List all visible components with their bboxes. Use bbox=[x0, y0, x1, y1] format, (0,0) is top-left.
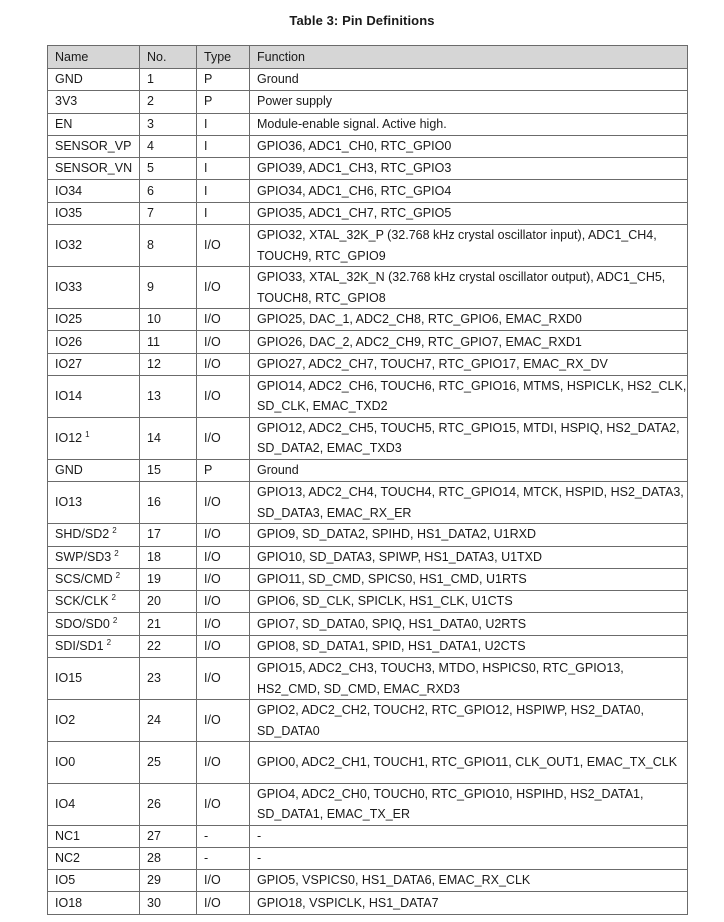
table-row bbox=[48, 267, 688, 309]
table-row bbox=[48, 870, 688, 892]
pin-number: 4 bbox=[140, 135, 197, 157]
table-row bbox=[48, 459, 688, 481]
pin-name: SCK/CLK bbox=[55, 594, 109, 609]
pin-type: I/O bbox=[197, 870, 250, 892]
pin-function: GPIO27, ADC2_CH7, TOUCH7, RTC_GPIO17, EMAC_RX_DV bbox=[250, 353, 688, 375]
footnote-marker: 2 bbox=[106, 637, 112, 647]
pin-type: I/O bbox=[197, 892, 250, 914]
pin-name-cell bbox=[48, 546, 140, 568]
pin-name: IO15 bbox=[55, 671, 83, 686]
pin-number: 15 bbox=[140, 459, 197, 481]
table-row bbox=[48, 91, 688, 113]
table-row bbox=[48, 524, 688, 546]
pin-number: 26 bbox=[140, 783, 197, 825]
pin-name: SCS/CMD bbox=[55, 572, 113, 586]
pin-number: 14 bbox=[140, 417, 197, 459]
pin-name: IO5 bbox=[55, 873, 76, 888]
pin-number: 5 bbox=[140, 158, 197, 180]
pin-name-cell bbox=[48, 658, 140, 700]
pin-function: GPIO26, DAC_2, ADC2_CH9, RTC_GPIO7, EMAC_RXD1 bbox=[250, 331, 688, 353]
pin-function: GPIO5, VSPICS0, HS1_DATA6, EMAC_RX_CLK bbox=[250, 870, 688, 892]
table-row bbox=[48, 113, 688, 135]
pin-name-cell bbox=[48, 135, 140, 157]
pin-name-cell bbox=[48, 783, 140, 825]
table-row bbox=[48, 180, 688, 202]
pin-name-cell bbox=[48, 892, 140, 914]
table-row bbox=[48, 225, 688, 267]
table-row bbox=[48, 546, 688, 568]
pin-function: GPIO14, ADC2_CH6, TOUCH6, RTC_GPIO16, MTMS, HSPICLK, HS2_CLK, SD_CLK, EMAC_TXD2 bbox=[250, 375, 688, 417]
pin-number: 27 bbox=[140, 825, 197, 847]
pin-number: 20 bbox=[140, 591, 197, 613]
pin-number: 10 bbox=[140, 309, 197, 331]
pin-type: I/O bbox=[197, 375, 250, 417]
pin-name: IO32 bbox=[55, 238, 83, 253]
pin-name: IO14 bbox=[55, 388, 83, 403]
pin-name-cell bbox=[48, 482, 140, 524]
pin-number: 7 bbox=[140, 202, 197, 224]
pin-number: 22 bbox=[140, 635, 197, 657]
pin-type: I/O bbox=[197, 546, 250, 568]
pin-number: 1 bbox=[140, 69, 197, 91]
pin-name-cell bbox=[48, 825, 140, 847]
pin-function: GPIO13, ADC2_CH4, TOUCH4, RTC_GPIO14, MTCK, HSPID, HS2_DATA3, SD_DATA3, EMAC_RX_ER bbox=[250, 482, 688, 524]
pin-name-cell bbox=[48, 847, 140, 869]
pin-type: I bbox=[197, 135, 250, 157]
pin-function: Module-enable signal. Active high. bbox=[250, 113, 688, 135]
pin-name: SDI/SD1 bbox=[55, 638, 104, 653]
table-row bbox=[48, 135, 688, 157]
footnote-marker: 2 bbox=[114, 548, 119, 558]
table-row bbox=[48, 158, 688, 180]
footnote-marker: 1 bbox=[85, 429, 90, 439]
pin-number: 23 bbox=[140, 658, 197, 700]
pin-function: GPIO12, ADC2_CH5, TOUCH5, RTC_GPIO15, MTDI, HSPIQ, HS2_DATA2, SD_DATA2, EMAC_TXD3 bbox=[250, 417, 688, 459]
table-row bbox=[48, 825, 688, 847]
table-header-row bbox=[48, 46, 688, 69]
pin-name-cell bbox=[48, 202, 140, 224]
footnote-marker: 2 bbox=[112, 615, 118, 625]
footnote-marker: 2 bbox=[115, 571, 121, 580]
pin-type: I/O bbox=[197, 309, 250, 331]
pin-type: - bbox=[197, 847, 250, 869]
pin-function: GPIO0, ADC2_CH1, TOUCH1, RTC_GPIO11, CLK_OUT1, EMAC_TX_CLK bbox=[250, 742, 688, 784]
pin-number: 13 bbox=[140, 375, 197, 417]
header-type: Type bbox=[197, 46, 250, 69]
pin-name: IO33 bbox=[55, 280, 83, 295]
table-row bbox=[48, 658, 688, 700]
header-name: Name bbox=[48, 46, 140, 69]
pin-type: I/O bbox=[197, 700, 250, 742]
pin-function: GPIO6, SD_CLK, SPICLK, HS1_CLK, U1CTS bbox=[250, 591, 688, 613]
pin-name: IO26 bbox=[55, 334, 83, 349]
pin-type: I/O bbox=[197, 267, 250, 309]
pin-name-cell bbox=[48, 870, 140, 892]
pin-type: - bbox=[197, 825, 250, 847]
pin-name: IO27 bbox=[55, 356, 83, 371]
pin-type: I/O bbox=[197, 783, 250, 825]
table-row bbox=[48, 482, 688, 524]
pin-number: 9 bbox=[140, 267, 197, 309]
pin-number: 8 bbox=[140, 225, 197, 267]
pin-name: IO25 bbox=[55, 312, 83, 327]
pin-function: GPIO36, ADC1_CH0, RTC_GPIO0 bbox=[250, 135, 688, 157]
pin-name: 3V3 bbox=[55, 94, 78, 109]
pin-name: IO4 bbox=[55, 796, 76, 811]
pin-function: GPIO4, ADC2_CH0, TOUCH0, RTC_GPIO10, HSPIHD, HS2_DATA1, SD_DATA1, EMAC_TX_ER bbox=[250, 783, 688, 825]
pin-name: NC1 bbox=[55, 828, 81, 843]
pin-name: EN bbox=[55, 116, 73, 131]
pin-name: IO18 bbox=[55, 895, 83, 910]
pin-definitions-table bbox=[47, 45, 688, 915]
pin-name-cell bbox=[48, 91, 140, 113]
table-row bbox=[48, 69, 688, 91]
pin-name-cell bbox=[48, 309, 140, 331]
pin-name-cell bbox=[48, 568, 140, 590]
pin-name-cell bbox=[48, 417, 140, 459]
pin-function: - bbox=[250, 825, 688, 847]
pin-name-cell bbox=[48, 613, 140, 635]
pin-name: GND bbox=[55, 72, 83, 87]
pin-function: Ground bbox=[250, 69, 688, 91]
pin-type: I/O bbox=[197, 331, 250, 353]
footnote-marker: 2 bbox=[111, 593, 116, 603]
pin-number: 12 bbox=[140, 353, 197, 375]
pin-type: I/O bbox=[197, 742, 250, 784]
pin-name-cell bbox=[48, 225, 140, 267]
pin-type: I bbox=[197, 113, 250, 135]
pin-name: SENSOR_VN bbox=[55, 161, 133, 176]
pin-type: I/O bbox=[197, 524, 250, 546]
pin-number: 30 bbox=[140, 892, 197, 914]
pin-name: SHD/SD2 bbox=[55, 527, 110, 542]
table-row bbox=[48, 331, 688, 353]
table-row bbox=[48, 309, 688, 331]
table-row bbox=[48, 847, 688, 869]
pin-number: 25 bbox=[140, 742, 197, 784]
pin-function: GPIO18, VSPICLK, HS1_DATA7 bbox=[250, 892, 688, 914]
pin-function: GPIO33, XTAL_32K_N (32.768 kHz crystal oscillator output), ADC1_CH5, TOUCH8, RTC_GPIO8 bbox=[250, 267, 688, 309]
table-row bbox=[48, 417, 688, 459]
pin-type: I/O bbox=[197, 353, 250, 375]
pin-number: 29 bbox=[140, 870, 197, 892]
pin-name-cell bbox=[48, 113, 140, 135]
table-body bbox=[48, 69, 688, 915]
pin-name-cell bbox=[48, 591, 140, 613]
table-row bbox=[48, 202, 688, 224]
pin-function: GPIO39, ADC1_CH3, RTC_GPIO3 bbox=[250, 158, 688, 180]
pin-function: GPIO7, SD_DATA0, SPIQ, HS1_DATA0, U2RTS bbox=[250, 613, 688, 635]
pin-type: P bbox=[197, 459, 250, 481]
pin-name: IO34 bbox=[55, 183, 83, 198]
pin-function: GPIO10, SD_DATA3, SPIWP, HS1_DATA3, U1TXD bbox=[250, 546, 688, 568]
table-row bbox=[48, 635, 688, 657]
pin-function: Power supply bbox=[250, 91, 688, 113]
pin-name-cell bbox=[48, 353, 140, 375]
pin-type: I/O bbox=[197, 568, 250, 590]
pin-number: 24 bbox=[140, 700, 197, 742]
pin-number: 28 bbox=[140, 847, 197, 869]
pin-type: I/O bbox=[197, 591, 250, 613]
footnote-marker: 2 bbox=[112, 526, 117, 536]
pin-function: Ground bbox=[250, 459, 688, 481]
pin-function: - bbox=[250, 847, 688, 869]
pin-function: GPIO9, SD_DATA2, SPIHD, HS1_DATA2, U1RXD bbox=[250, 524, 688, 546]
pin-type: P bbox=[197, 91, 250, 113]
pin-name: SDO/SD0 bbox=[55, 616, 110, 631]
table-row bbox=[48, 353, 688, 375]
pin-name-cell bbox=[48, 524, 140, 546]
pin-function: GPIO25, DAC_1, ADC2_CH8, RTC_GPIO6, EMAC_RXD0 bbox=[250, 309, 688, 331]
pin-type: I/O bbox=[197, 225, 250, 267]
pin-name-cell bbox=[48, 69, 140, 91]
pin-number: 21 bbox=[140, 613, 197, 635]
pin-name: SENSOR_VP bbox=[55, 139, 132, 154]
table-row bbox=[48, 568, 688, 590]
pin-name: IO13 bbox=[55, 495, 83, 510]
pin-type: I/O bbox=[197, 417, 250, 459]
table-row bbox=[48, 742, 688, 784]
pin-function: GPIO35, ADC1_CH7, RTC_GPIO5 bbox=[250, 202, 688, 224]
pin-name-cell bbox=[48, 375, 140, 417]
pin-name: IO35 bbox=[55, 205, 83, 220]
pin-function: GPIO32, XTAL_32K_P (32.768 kHz crystal oscillator input), ADC1_CH4, TOUCH9, RTC_GPIO9 bbox=[250, 225, 688, 267]
table-row bbox=[48, 375, 688, 417]
pin-function: GPIO8, SD_DATA1, SPID, HS1_DATA1, U2CTS bbox=[250, 635, 688, 657]
pin-type: P bbox=[197, 69, 250, 91]
pin-name-cell bbox=[48, 459, 140, 481]
pin-type: I bbox=[197, 158, 250, 180]
pin-number: 2 bbox=[140, 91, 197, 113]
table-row bbox=[48, 700, 688, 742]
header-no: No. bbox=[140, 46, 197, 69]
pin-name: GND bbox=[55, 463, 83, 478]
table-row bbox=[48, 591, 688, 613]
pin-name: NC2 bbox=[55, 850, 81, 865]
table-caption: Table 3: Pin Definitions bbox=[289, 13, 435, 28]
pin-type: I/O bbox=[197, 482, 250, 524]
pin-type: I/O bbox=[197, 658, 250, 700]
pin-name: IO2 bbox=[55, 713, 76, 728]
pin-number: 6 bbox=[140, 180, 197, 202]
pin-number: 19 bbox=[140, 568, 197, 590]
pin-name: IO0 bbox=[55, 754, 76, 769]
pin-name-cell bbox=[48, 180, 140, 202]
pin-name-cell bbox=[48, 267, 140, 309]
header-function: Function bbox=[250, 46, 688, 69]
pin-number: 18 bbox=[140, 546, 197, 568]
pin-number: 17 bbox=[140, 524, 197, 546]
pin-function: GPIO11, SD_CMD, SPICS0, HS1_CMD, U1RTS bbox=[250, 568, 688, 590]
pin-name: SWP/SD3 bbox=[55, 549, 112, 564]
pin-type: I/O bbox=[197, 613, 250, 635]
pin-function: GPIO2, ADC2_CH2, TOUCH2, RTC_GPIO12, HSPIWP, HS2_DATA0, SD_DATA0 bbox=[250, 700, 688, 742]
pin-name: IO12 bbox=[55, 430, 83, 445]
pin-name-cell bbox=[48, 700, 140, 742]
table-row bbox=[48, 613, 688, 635]
pin-name-cell bbox=[48, 331, 140, 353]
table-row bbox=[48, 783, 688, 825]
pin-function: GPIO34, ADC1_CH6, RTC_GPIO4 bbox=[250, 180, 688, 202]
table-row bbox=[48, 892, 688, 914]
pin-number: 16 bbox=[140, 482, 197, 524]
pin-name-cell bbox=[48, 158, 140, 180]
pin-type: I/O bbox=[197, 635, 250, 657]
pin-number: 3 bbox=[140, 113, 197, 135]
pin-number: 11 bbox=[140, 331, 197, 353]
pin-name-cell bbox=[48, 742, 140, 784]
pin-type: I bbox=[197, 180, 250, 202]
pin-type: I bbox=[197, 202, 250, 224]
pin-function: GPIO15, ADC2_CH3, TOUCH3, MTDO, HSPICS0, RTC_GPIO13, HS2_CMD, SD_CMD, EMAC_RXD3 bbox=[250, 658, 688, 700]
pin-name-cell bbox=[48, 635, 140, 657]
